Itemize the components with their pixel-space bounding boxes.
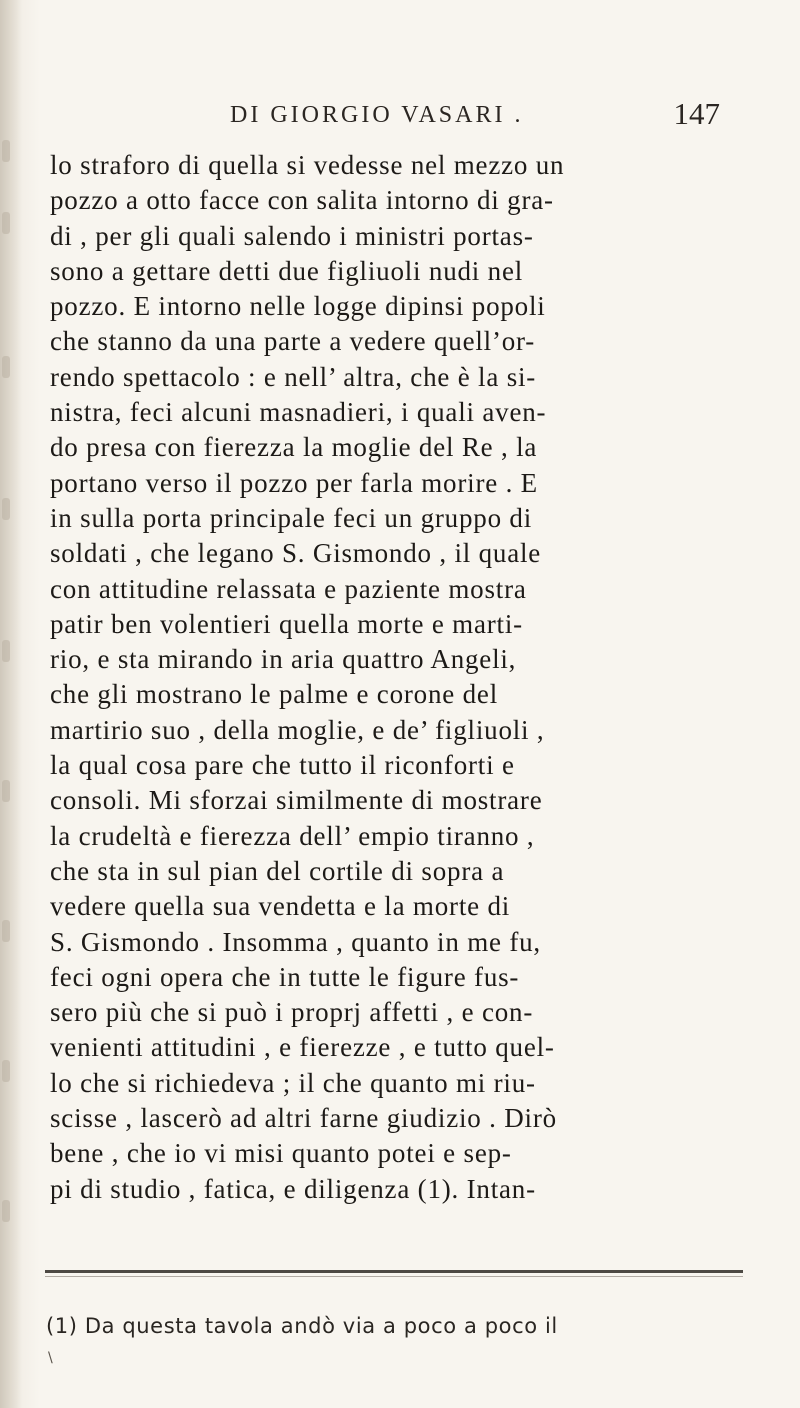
text-line: pozzo a otto facce con salita intorno di gra- (50, 185, 554, 216)
page-header (230, 92, 720, 142)
text-line: la qual cosa pare che tutto il riconforti e (50, 750, 515, 781)
gutter-mark (2, 1200, 10, 1222)
gutter-mark (2, 1060, 10, 1082)
text-line: feci ogni opera che in tutte le figure fus- (50, 961, 520, 992)
text-line: patir ben volentieri quella morte e marti- (50, 608, 523, 639)
text-line: con attitudine relassata e paziente mostra (50, 573, 527, 604)
footnote-rule (45, 1270, 743, 1273)
running-title: DI GIORGIO VASARI . (230, 102, 524, 128)
text-line: rendo spettacolo : e nell’ altra, che è la si- (50, 361, 537, 392)
text-line: martirio suo , della moglie, e de’ figliuoli , (50, 714, 545, 745)
text-line: soldati , che legano S. Gismondo , il quale (50, 538, 542, 569)
text-line: S. Gismondo . Insomma , quanto in me fu, (50, 926, 541, 957)
text-line: di , per gli quali salendo i ministri portas- (50, 220, 534, 251)
text-line: venienti attitudini , e fierezze , e tutto quel- (50, 1032, 555, 1063)
footnote-rule-shadow (45, 1276, 743, 1277)
text-line: rio, e sta mirando in aria quattro Angeli, (50, 644, 517, 675)
gutter-mark (2, 356, 10, 378)
stray-mark: \ (48, 1350, 53, 1366)
footnote: (1) Da questa tavola andò via a poco a poco il (46, 1314, 558, 1338)
text-line: che sta in sul pian del cortile di sopra a (50, 855, 505, 886)
gutter-mark (2, 640, 10, 662)
text-line: che gli mostrano le palme e corone del (50, 679, 498, 710)
text-line: consoli. Mi sforzai similmente di mostrare (50, 785, 543, 816)
gutter-mark (2, 780, 10, 802)
page-number: 147 (673, 96, 720, 131)
text-line: nistra, feci alcuni masnadieri, i quali aven- (50, 397, 547, 428)
text-line: portano verso il pozzo per farla morire . E (50, 467, 538, 498)
gutter-mark (2, 212, 10, 234)
page-gutter (0, 0, 22, 1408)
text-line: pozzo. E intorno nelle logge dipinsi popoli (50, 291, 546, 322)
text-line: bene , che io vi misi quanto potei e sep- (50, 1138, 512, 1169)
text-line: scisse , lascerò ad altri farne giudizio . Dirò (50, 1103, 557, 1134)
gutter-mark (2, 498, 10, 520)
text-line: in sulla porta principale feci un gruppo di (50, 502, 533, 533)
text-line: lo straforo di quella si vedesse nel mezzo un (50, 150, 565, 180)
text-line: pi di studio , fatica, e diligenza (1). Intan- (50, 1173, 536, 1204)
gutter-mark (2, 920, 10, 942)
body-text (50, 148, 750, 1207)
gutter-mark (2, 140, 10, 162)
text-line: lo che si richiedeva ; il che quanto mi riu- (50, 1067, 536, 1098)
text-line: la crudeltà e fierezza dell’ empio tiranno , (50, 820, 535, 851)
text-line: vedere quella sua vendetta e la morte di (50, 891, 511, 922)
text-line: sero più che si può i proprj affetti , e con- (50, 997, 534, 1028)
text-line: che stanno da una parte a vedere quell’or- (50, 326, 536, 357)
text-line: sono a gettare detti due figliuoli nudi nel (50, 255, 524, 286)
text-line: do presa con fierezza la moglie del Re , la (50, 432, 538, 463)
